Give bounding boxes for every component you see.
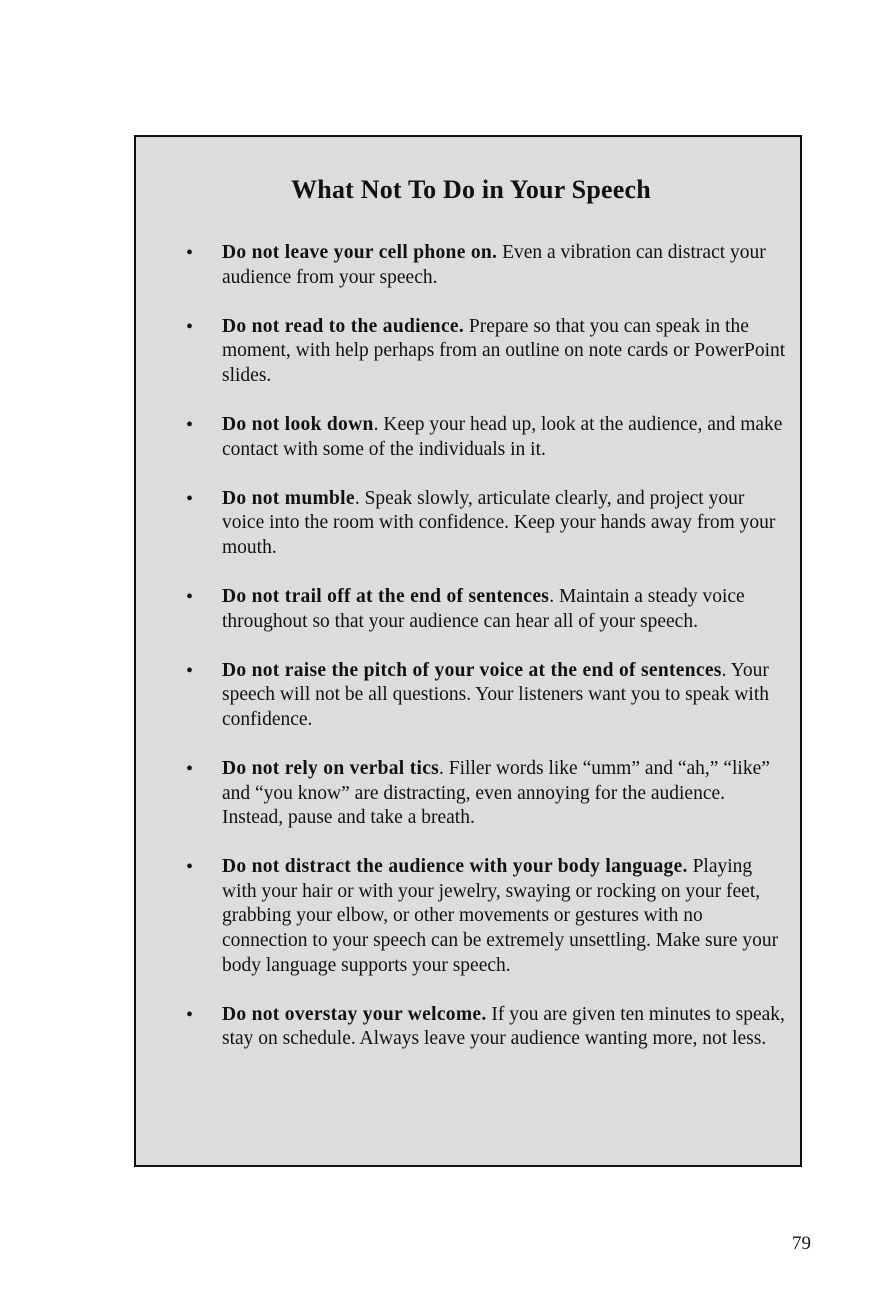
item-lead: Do not look down [222,413,374,435]
item-lead: Do not trail off at the end of sentences [222,585,550,607]
item-lead: Do not read to the audience. [222,315,465,337]
item-text: . Maintain a steady voice throughout so that your audience can hear all of your speech. [222,585,745,632]
item-text: . Keep your head up, look at the audience, and make contact with some of the individuals in it. [222,413,783,460]
item-lead: Do not mumble [222,487,355,509]
bullet-icon: • [186,659,194,682]
list-item [136,241,800,290]
list-item [136,757,800,831]
item-text: Prepare so that you can speak in the moment, with help perhaps from an outline on note cards or PowerPoint slides. [222,315,786,386]
bullet-icon: • [186,757,194,780]
list-item [136,659,800,733]
bullet-icon: • [186,585,194,608]
item-text: Even a vibration can distract your audience from your speech. [222,242,766,288]
bullet-icon: • [186,1003,194,1026]
list-item [136,315,800,389]
box-title: What Not To Do in Your Speech [291,175,651,204]
item-lead: Do not overstay your welcome. [222,1003,487,1025]
item-text: . Speak slowly, articulate clearly, and project your voice into the room with confidence. Keep your hands away from your mouth. [222,487,776,558]
bullet-icon: • [186,487,194,510]
item-lead: Do not rely on verbal tics [222,757,440,779]
item-lead: Do not distract the audience with your body language. [222,856,688,878]
item-lead: Do not leave your cell phone on. [222,242,498,263]
item-text: . Your speech will not be all questions. Your listeners want you to speak with confidence. [222,659,770,730]
sidebar-box [134,135,802,1167]
list-item [136,487,800,561]
page-number: 79 [792,1233,811,1254]
list-item [136,413,800,462]
bullet-icon: • [186,315,194,338]
bullet-icon: • [186,242,194,264]
list-item [136,585,800,634]
item-text: Playing with your hair or with your jewelry, swaying or rocking on your feet, grabbing your elbow, or other movements or gestures with no connection to your speech can be extremely unsettling. Make sure your body language supports your speech. [222,856,779,976]
item-text: . Filler words like “umm” and “ah,” “like” and “you know” are distracting, even annoying for the audience. Instead, pause and take a breath. [222,757,770,829]
item-lead: Do not raise the pitch of your voice at the end of sentences [222,659,722,681]
bullet-icon: • [186,856,194,879]
item-text: If you are given ten minutes to speak, stay on schedule. Always leave your audience wanting more, not less. [222,1003,785,1050]
tips-list [136,241,800,1076]
list-item [136,1003,800,1052]
bullet-icon: • [186,413,194,436]
list-item [136,855,800,978]
